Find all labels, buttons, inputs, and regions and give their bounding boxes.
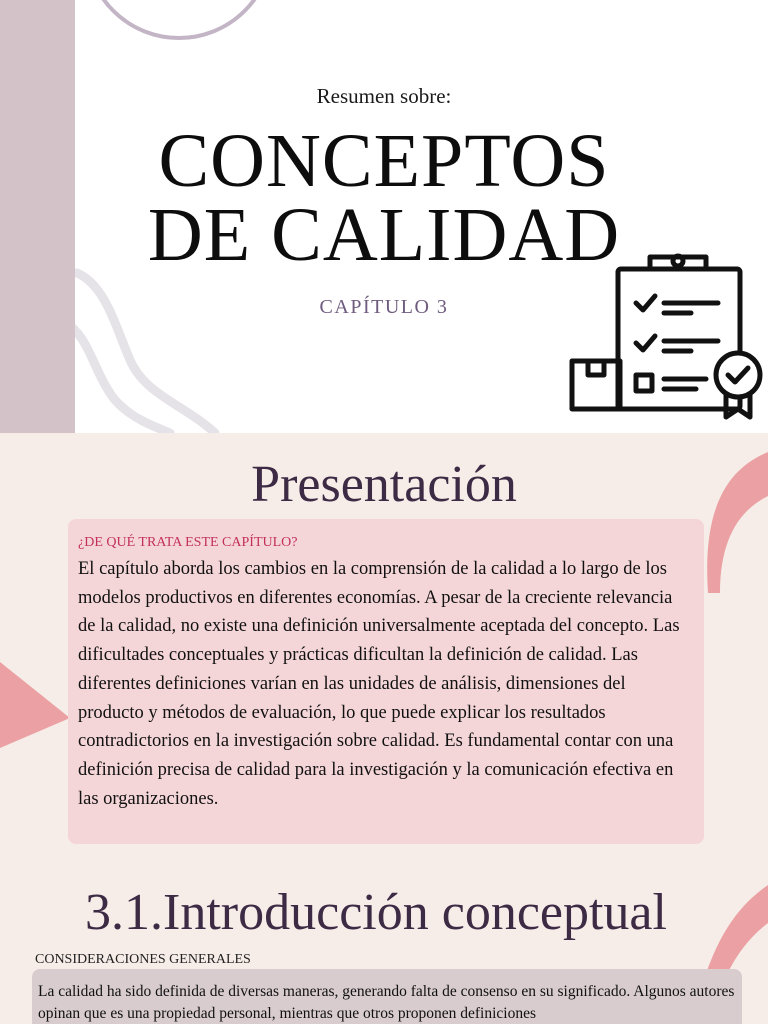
decorative-waves <box>75 265 225 433</box>
presentation-title: Presentación <box>251 456 517 513</box>
decorative-triangle-left <box>0 658 75 758</box>
cover-subtitle: Resumen sobre: <box>316 84 452 108</box>
introduction-card <box>32 969 742 1024</box>
presentation-card-label: ¿DE QUÉ TRATA ESTE CAPÍTULO? <box>78 535 298 550</box>
cover-title-line-1: CONCEPTOS <box>158 119 610 203</box>
chapter-label: CAPÍTULO 3 <box>319 296 449 318</box>
presentation-card-text: El capítulo aborda los cambios en la comprensión de la calidad a lo largo de los modelos productivos en diferentes economías. A pesar de la creciente relevancia de la calidad, no existe una definición universalmente aceptada del concepto. Las dificultades conceptuales y prácticas dificultan la definición de calidad. Las diferentes definiciones varían en las unidades de análisis, dimensiones del producto y métodos de evaluación, lo que puede explicar los resultados contradictorios en la investigación sobre calidad. Es fundamental contar con una definición precisa de calidad para la investigación y la comunicación efectiva en las organizaciones. <box>78 559 680 809</box>
decorative-circle <box>84 0 274 40</box>
introduction-card-text: La calidad ha sido definida de diversas maneras, generando falta de consenso en su significado. Algunos autores opinan que es una propiedad personal, mientras que otros proponen definiciones <box>38 983 735 1022</box>
cover-title-line-2: DE CALIDAD <box>147 193 621 277</box>
presentation-section <box>0 433 768 1024</box>
introduction-label: CONSIDERACIONES GENERALES <box>35 952 251 967</box>
introduction-title: 3.1.Introducción conceptual <box>85 884 667 941</box>
presentation-card <box>68 519 704 844</box>
cover-page <box>0 0 768 433</box>
clipboard-checklist-quality-icon <box>566 243 766 423</box>
